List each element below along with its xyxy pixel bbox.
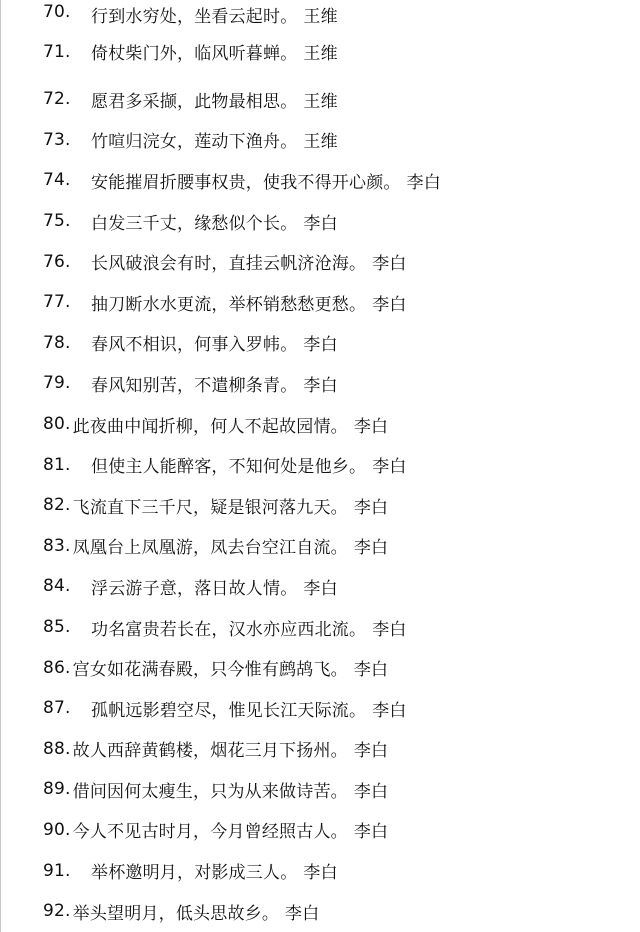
verse-text: 飞流直下三千尺，疑是银河落九天。 [72, 497, 348, 518]
author-name: 李白 [353, 538, 389, 559]
line-number: 92. [43, 901, 71, 922]
list-item [43, 79, 633, 120]
list-item [43, 891, 633, 932]
verse-text: 长风破浪会有时，直挂云帆济沧海。 [91, 254, 367, 275]
author-name: 王维 [303, 44, 338, 64]
list-item [43, 0, 633, 27]
line-number: 91. [43, 860, 71, 881]
line-number: 84. [43, 576, 71, 597]
list-item [43, 526, 633, 567]
verse-text: 抽刀断水水更流，举杯销愁愁更愁。 [91, 294, 367, 315]
author-name: 王维 [303, 132, 338, 153]
line-number: 83. [43, 535, 71, 556]
verse-text: 今人不见古时月，今月曾经照古人。 [72, 822, 348, 843]
verse-text: 但使主人能醉客，不知何处是他乡。 [91, 457, 367, 478]
verse-text: 倚杖柴门外，临风听暮蝉。 [91, 44, 298, 64]
list-item [43, 363, 633, 404]
line-number: 87. [43, 698, 71, 719]
line-number: 88. [43, 738, 71, 759]
author-name: 李白 [303, 213, 338, 234]
line-number: 90. [43, 819, 71, 840]
author-name: 李白 [406, 172, 442, 193]
line-number: 71. [43, 41, 71, 62]
list-item [43, 323, 633, 364]
line-number: 89. [43, 779, 71, 800]
line-number: 78. [43, 332, 71, 353]
verse-text: 行到水穷处，坐看云起时。 [91, 7, 298, 27]
verse-text: 浮云游子意，落日故人情。 [91, 578, 298, 599]
line-number: 72. [43, 89, 71, 110]
list-item [43, 201, 633, 242]
list-item [43, 24, 633, 79]
line-number: 81. [43, 454, 71, 475]
line-number: 80. [43, 414, 71, 435]
author-name: 李白 [372, 294, 407, 315]
verse-text: 白发三千丈，缘愁似个长。 [91, 213, 298, 234]
list-item [43, 160, 633, 201]
list-item [43, 566, 633, 607]
line-number: 75. [43, 211, 71, 232]
line-number: 76. [43, 251, 71, 272]
list-item [43, 444, 633, 485]
list-item [43, 120, 633, 161]
line-number: 82. [43, 495, 71, 516]
author-name: 王维 [303, 91, 338, 112]
line-number: 77. [43, 292, 71, 313]
list-item [43, 282, 633, 323]
author-name: 李白 [303, 375, 338, 396]
author-name: 李白 [303, 335, 338, 356]
line-number: 74. [43, 170, 71, 191]
list-item [43, 241, 633, 282]
line-number: 85. [43, 617, 71, 638]
line-number: 70. [43, 2, 71, 22]
verse-text: 功名富贵若长在，汉水亦应西北流。 [91, 619, 367, 640]
author-name: 李白 [353, 416, 389, 437]
verse-text: 宫女如花满春殿，只今惟有鹧鸪飞。 [72, 660, 348, 681]
verse-text: 春风不相识，何事入罗帏。 [91, 335, 298, 356]
list-item [43, 485, 633, 526]
verse-text: 凤凰台上凤凰游，凤去台空江自流。 [72, 538, 348, 559]
verse-text: 愿君多采撷，此物最相思。 [91, 91, 298, 112]
author-name: 王维 [303, 7, 338, 27]
author-name: 李白 [303, 863, 338, 884]
verse-text: 此夜曲中闻折柳，何人不起故园情。 [72, 416, 348, 437]
list-item [43, 607, 633, 648]
list-item [43, 850, 633, 891]
verse-text: 竹喧归浣女，莲动下渔舟。 [91, 132, 298, 153]
verse-text: 故人西辞黄鹤楼，烟花三月下扬州。 [72, 741, 348, 762]
line-number: 73. [43, 129, 71, 150]
line-number: 86. [43, 657, 71, 678]
author-name: 李白 [303, 578, 338, 599]
author-name: 李白 [353, 660, 389, 681]
author-name: 李白 [353, 822, 389, 843]
list-item [43, 404, 633, 445]
author-name: 李白 [353, 781, 389, 802]
list-item [43, 647, 633, 688]
author-name: 李白 [285, 903, 320, 924]
verse-text: 借问因何太瘦生，只为从来做诗苦。 [72, 781, 348, 802]
author-name: 李白 [372, 254, 407, 275]
poem-list [43, 0, 633, 931]
list-item [43, 688, 633, 729]
verse-text: 孤帆远影碧空尽，惟见长江天际流。 [91, 700, 367, 721]
list-item [43, 810, 633, 851]
author-name: 李白 [372, 619, 407, 640]
author-name: 李白 [353, 497, 389, 518]
author-name: 李白 [372, 457, 407, 478]
verse-text: 举头望明月，低头思故乡。 [72, 903, 280, 924]
author-name: 李白 [372, 700, 407, 721]
list-item [43, 729, 633, 770]
verse-text: 春风知别苦，不遣柳条青。 [91, 375, 298, 396]
line-number: 79. [43, 373, 71, 394]
verse-text: 安能摧眉折腰事权贵，使我不得开心颜。 [91, 172, 401, 193]
verse-text: 举杯邀明月，对影成三人。 [91, 863, 298, 884]
list-item [43, 769, 633, 810]
author-name: 李白 [353, 741, 389, 762]
